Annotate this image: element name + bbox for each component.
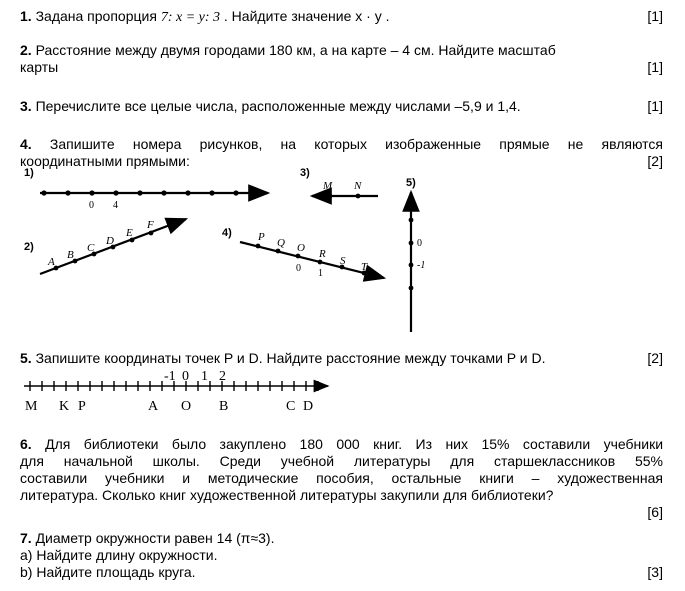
question-7-part-b: b) Найдите площадь круга.	[20, 564, 196, 580]
question-2-text-2: карты	[20, 59, 59, 75]
figure-2-label: 2)	[24, 241, 34, 253]
figure-3-point-m	[328, 194, 333, 199]
question-6-line-1	[20, 436, 663, 453]
question-4-text-1: Запишите номера рисунков, на которых изображенные прямые не являются	[49, 136, 664, 152]
number-line-tick-label-0: 0	[182, 369, 189, 384]
question-6-line-3: составили учебники и методические пособия, остальные книги – художественная	[20, 470, 663, 486]
figure-2-label-d: D	[106, 235, 114, 247]
figure-5-point	[409, 241, 414, 246]
question-3-number: 3.	[20, 98, 32, 114]
question-1-suffix: . Найдите значение х · у .	[223, 8, 390, 24]
question-6-text-1: Для библиотеки было закуплено 180 000 книг. Из них 15% составили учебники	[45, 436, 664, 452]
figure-5-tick-minus-1: -1	[417, 260, 426, 271]
figure-5	[406, 177, 425, 332]
figure-4	[222, 227, 384, 279]
figure-4-point-p	[256, 244, 261, 249]
figure-2-label-b: B	[67, 249, 74, 261]
figure-5-point	[409, 218, 414, 223]
figure-4-label-r: R	[319, 248, 326, 260]
figure-4-tick-1: 1	[318, 268, 323, 279]
figure-4-label-t: T	[361, 261, 368, 273]
figure-3-label: 3)	[300, 167, 310, 179]
question-7-number: 7.	[20, 530, 32, 546]
figure-1-point	[185, 190, 190, 195]
figure-1-point	[137, 190, 142, 195]
number-line-point-p: P	[78, 399, 86, 414]
question-3-mark: [1]	[647, 98, 663, 114]
question-6-mark: [6]	[647, 504, 663, 520]
question-6-mark-row	[20, 504, 663, 521]
figure-1	[24, 167, 268, 211]
figure-2-label-a: A	[48, 256, 55, 268]
figure-1-point	[161, 190, 166, 195]
question-2-mark: [1]	[647, 59, 663, 75]
question-7-part-a: a) Найдите длину окружности.	[20, 547, 218, 563]
question-5	[20, 350, 663, 367]
question-6	[20, 436, 663, 521]
question-7-line-1	[20, 530, 663, 547]
figure-1-point	[209, 190, 214, 195]
figure-4-point-o	[296, 254, 301, 259]
figure-3	[300, 167, 378, 198]
figure-2	[24, 219, 186, 274]
question-6-line-4: литература. Сколько книг художественной литературы закупили для библиотеки?	[20, 487, 554, 503]
question-5-number-line	[18, 368, 348, 418]
number-line-tick-label-minus-1: -1	[164, 369, 176, 384]
figure-4-label-o: O	[297, 242, 305, 254]
number-line-point-k: K	[59, 399, 70, 414]
question-2	[20, 42, 663, 76]
question-6-number: 6.	[20, 436, 32, 452]
question-2-line-2	[20, 59, 663, 76]
question-2-text-1: Расстояние между двумя городами 180 км, а на карте – 4 см. Найдите масштаб	[35, 42, 556, 58]
number-line-tick-label-1: 1	[201, 369, 208, 384]
figure-5-label: 5)	[406, 177, 416, 189]
figure-5-tick-0: 0	[417, 238, 422, 249]
question-4-mark: [2]	[647, 153, 663, 169]
figure-5-point	[409, 263, 414, 268]
figure-5-point	[409, 286, 414, 291]
question-1	[20, 8, 663, 26]
figure-2-point-f	[149, 231, 154, 236]
question-4-text-2: координатными прямыми:	[20, 153, 190, 169]
figure-3-label-m: M	[323, 180, 333, 192]
question-6-line-2: для начальной школы. Среди учебной литературы для старшеклассников 55%	[20, 453, 663, 469]
question-7-text: Диаметр окружности равен 14 (π≈3).	[35, 530, 275, 546]
number-line-point-m: M	[25, 399, 38, 414]
figure-1-point	[233, 190, 238, 195]
number-line-point-c: C	[286, 399, 296, 414]
figure-4-point-r	[318, 260, 323, 265]
question-3	[20, 98, 663, 115]
question-4-number: 4.	[20, 136, 32, 152]
question-5-number: 5.	[20, 350, 32, 366]
figure-1-point	[65, 190, 70, 195]
figure-4-tick-0: 0	[296, 263, 301, 274]
question-2-line-1	[20, 42, 663, 59]
figure-1-tick-4: 4	[113, 200, 118, 211]
question-4-line-1	[20, 136, 663, 153]
question-5-text: Запишите координаты точек P и D. Найдите расстояние между точками P и D.	[35, 350, 546, 366]
question-1-proportion: 7: x = y: 3	[160, 10, 221, 25]
figure-1-label: 1)	[24, 167, 34, 179]
figure-3-point-n	[356, 194, 361, 199]
figure-2-label-e: E	[126, 227, 133, 239]
question-7	[20, 530, 663, 581]
question-2-number: 2.	[20, 42, 32, 58]
number-line-point-a: A	[148, 399, 159, 414]
question-1-number: 1.	[20, 8, 32, 24]
number-line-point-o: O	[181, 399, 192, 414]
question-3-text: Перечислите все целые числа, расположенные между числами –5,9 и 1,4.	[35, 98, 521, 114]
question-7-line-3	[20, 564, 663, 581]
figure-1-point	[113, 190, 118, 195]
figure-2-label-c: C	[87, 242, 95, 254]
question-1-mark: [1]	[647, 8, 663, 24]
figure-4-point-q	[276, 249, 281, 254]
figure-4-label-s: S	[340, 255, 346, 267]
question-4	[20, 136, 663, 170]
number-line-point-d: D	[303, 399, 314, 414]
figure-2-label-f: F	[147, 219, 154, 231]
number-line-tick-label-2: 2	[219, 369, 226, 384]
question-7-mark: [3]	[647, 564, 663, 580]
question-4-figures	[0, 166, 685, 336]
figure-4-label: 4)	[222, 227, 232, 239]
figure-4-label-p: P	[258, 231, 265, 243]
figure-1-point	[41, 190, 46, 195]
question-1-prefix: Задана пропорция	[35, 8, 157, 24]
figure-1-tick-0: 0	[89, 200, 94, 211]
number-line-point-b: B	[219, 399, 229, 414]
figure-1-point	[89, 190, 94, 195]
figure-3-label-n: N	[354, 180, 362, 192]
figure-4-label-q: Q	[277, 237, 285, 249]
question-5-mark: [2]	[647, 350, 663, 366]
